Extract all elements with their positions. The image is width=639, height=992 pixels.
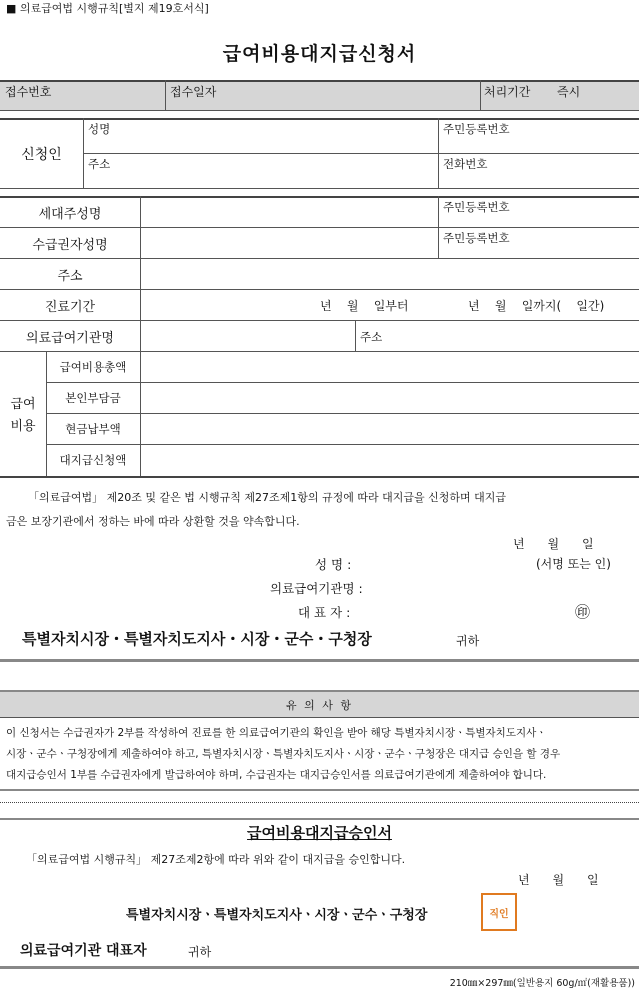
signature-note: (서명 또는 인)	[536, 557, 611, 571]
paper-spec-footer: 210㎜×297㎜(일반용지 60g/㎡(재활용품))	[449, 978, 635, 989]
institution-address-label: 주소	[360, 330, 383, 344]
cash-paid-label: 현금납부액	[65, 422, 121, 436]
approval-honorific: 귀하	[188, 945, 212, 959]
seal-mark: ㊞	[575, 603, 591, 621]
approval-date: 년 월 일	[518, 873, 599, 887]
representative-label: 대 표 자 :	[298, 605, 351, 620]
declaration-text-line1: 「의료급여법」 제20조 및 같은 법 시행규칙 제27조제1항의 규정에 따라 대지급을 신청하며 대지급	[28, 491, 506, 504]
reception-bar	[0, 80, 639, 110]
addressee: 특별자치시장・특별자치도지사・시장・군수・구청장	[22, 630, 372, 648]
approval-text: 「의료급여법 시행규칙」 제27조제2항에 따라 위와 같이 대지급을 승인합니다.	[26, 853, 406, 866]
treatment-period-label: 진료기간	[44, 300, 96, 315]
treatment-period-to: 년 월 일까지( 일간)	[468, 299, 605, 313]
applicant-section-label: 신청인	[21, 147, 62, 163]
address-label: 주소	[57, 269, 83, 284]
householder-name-label: 세대주성명	[38, 207, 102, 222]
official-seal-stamp: 직인	[481, 893, 517, 931]
declaration-text-line2: 금은 보장기관에서 정하는 바에 따라 상환할 것을 약속합니다.	[6, 515, 300, 528]
applicant-address-label: 주소	[88, 157, 111, 171]
householder-rrn-label: 주민등록번호	[443, 200, 510, 214]
approval-recipient: 의료급여기관 대표자	[20, 943, 147, 959]
processing-period-value: 즉시	[557, 85, 581, 99]
declaration-date: 년 월 일	[513, 537, 594, 551]
applicant-name-label: 성명	[88, 122, 111, 136]
copayment-label: 본인부담금	[65, 391, 121, 405]
applicant-rrn-label: 주민등록번호	[443, 122, 510, 136]
notice-title: 유 의 사 항	[286, 699, 353, 712]
reception-date-label: 접수일자	[170, 85, 217, 99]
approval-title: 급여비용대지급승인서	[247, 824, 392, 842]
beneficiary-rrn-label: 주민등록번호	[443, 231, 510, 245]
form-header-note: ■ 의료급여법 시행규칙[별지 제19호서식]	[6, 2, 209, 15]
notice-text-line3: 대지급승인서 1부를 수급권자에게 발급하여야 하며, 수급권자는 대지급승인서를 의료급여기관에게 제출하여야 합니다.	[6, 769, 547, 781]
addressee-honorific: 귀하	[456, 634, 480, 648]
applicant-phone-label: 전화번호	[443, 157, 488, 171]
notice-text-line2: 시장ㆍ군수ㆍ구청장에게 제출하여야 하고, 특별자치시장ㆍ특별자치도지사ㆍ시장ㆍ군수ㆍ구청장은 대지급 승인을 할 경우	[6, 748, 561, 760]
institution-name-label: 의료급여기관명	[26, 331, 114, 346]
beneficiary-name-label: 수급권자성명	[32, 238, 108, 253]
processing-period-label: 처리기간	[484, 85, 531, 99]
costs-section-label-2: 비용	[10, 419, 36, 434]
advance-payment-request-label: 대지급신청액	[59, 453, 127, 467]
total-benefit-cost-label: 급여비용총액	[59, 360, 127, 374]
notice-text-line1: 이 신청서는 수급권자가 2부를 작성하여 진료를 한 의료급여기관의 확인을 받아 해당 특별자치시장ㆍ특별자치도지사ㆍ	[6, 727, 547, 739]
declarant-institution-label: 의료급여기관명 :	[270, 581, 363, 596]
costs-section-label-1: 급여	[10, 397, 36, 412]
treatment-period-from: 년 월 일부터	[320, 299, 409, 313]
form-title: 급여비용대지급신청서	[222, 43, 417, 65]
declarant-name-label: 성 명 :	[315, 557, 352, 572]
reception-number-label: 접수번호	[5, 85, 52, 99]
approval-authority: 특별자치시장ㆍ특별자치도지사ㆍ시장ㆍ군수ㆍ구청장	[126, 908, 428, 923]
cut-line	[0, 802, 639, 803]
